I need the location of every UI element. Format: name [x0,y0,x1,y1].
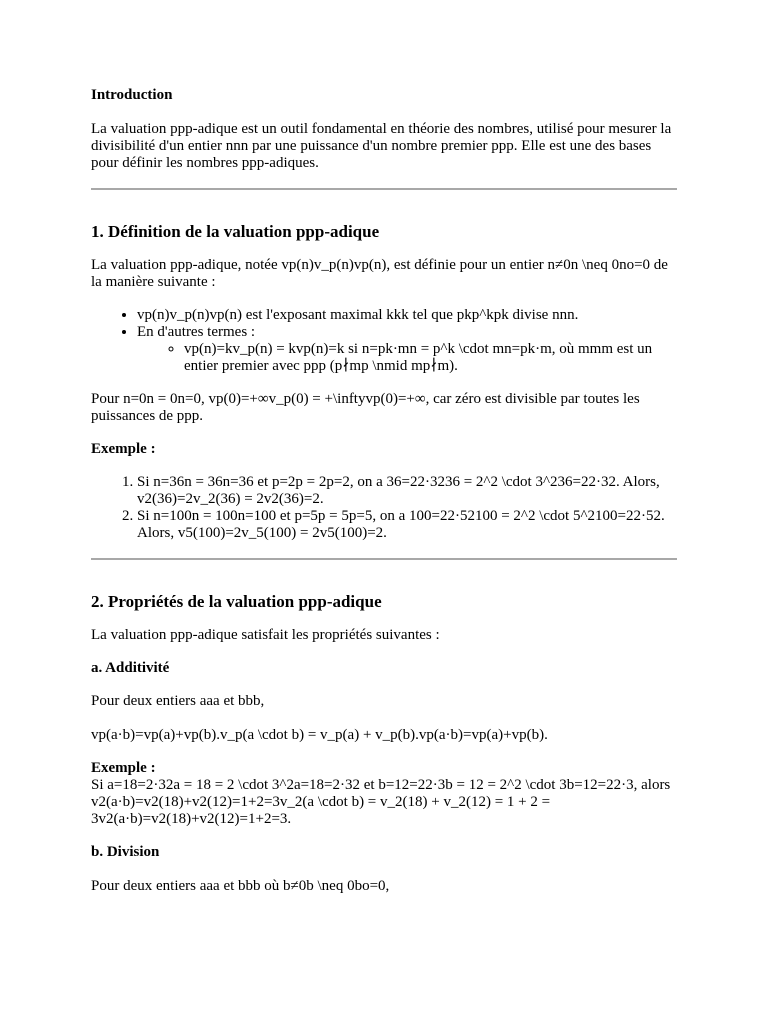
section2-intro: La valuation ppp-adique satisfait les propriétés suivantes : [91,627,440,643]
intro-heading: Introduction [91,87,173,103]
divider [91,558,677,560]
sub-list-item: ◦ vp(n)=kv_p(n) = kvp(n)=k si n=pk·mn = p^k \cdot mn=pk·m, où mmm est un entier premier avec ppp (p∤mp \nmid mp∤m). [184,341,681,375]
sub-list [137,341,681,375]
additivity-heading: a. Additivité [91,660,170,676]
division-heading: b. Division [91,844,160,860]
list-item: • vp(n)v_p(n)vp(n) est l'exposant maximal kkk tel que pkp^kpk divise nnn. [137,307,681,324]
additivity-formula: vp(a·b)=vp(a)+vp(b).v_p(a \cdot b) = v_p(a) + v_p(b).vp(a·b)=vp(a)+vp(b). [91,727,548,743]
example-label: Exemple : [91,760,156,776]
section1-heading: 1. Définition de la valuation ppp-adique [91,222,380,241]
intro-paragraph: La valuation ppp-adique est un outil fondamental en théorie des nombres, utilisé pour mesurer la divisibilité d'un entier nnn par une puissance d'un nombre premier ppp. Elle est une des bases pour définir les nombres ppp-adiques. [91,121,672,171]
definition-list [91,307,681,375]
list-item: 1. Si n=36n = 36n=36 et p=2p = 2p=2, on a 36=22·3236 = 2^2 \cdot 3^236=22·32. Alors, v2(36)=2v_2(36) = 2v2(36)=2. [137,474,681,508]
additivity-text: Pour deux entiers aaa et bbb, [91,693,265,709]
document-page [91,87,681,895]
examples-list [91,474,681,542]
example-label: Exemple : [91,441,156,457]
section2-heading: 2. Propriétés de la valuation ppp-adique [91,592,382,611]
section1-intro: La valuation ppp-adique, notée vp(n)v_p(n)vp(n), est définie pour un entier n≠0n \neq 0no=0 de la manière suivante : [91,257,668,290]
list-item: 2. Si n=100n = 100n=100 et p=5p = 5p=5, on a 100=22·52100 = 2^2 \cdot 5^2100=22·52. Alors, v5(100)=2v_5(100) = 2v5(100)=2. [137,508,681,542]
divider [91,188,677,190]
example-text: Si a=18=2·32a = 18 = 2 \cdot 3^2a=18=2·32 et b=12=22·3b = 12 = 2^2 \cdot 3b=12=22·3, alors v2(a·b)=v2(18)+v2(12)=1+2=3v_2(a \cdot b) = v_2(18) + v_2(12) = 1 + 2 = 3v2(a·b)=v2(18)+v2(12)=1+2=3. [91,777,671,827]
zero-case-paragraph: Pour n=0n = 0n=0, vp(0)=+∞v_p(0) = +\inftyvp(0)=+∞, car zéro est divisible par toutes les puissances de ppp. [91,391,640,424]
division-text: Pour deux entiers aaa et bbb où b≠0b \neq 0bo=0, [91,878,390,894]
list-item-text: En d'autres termes : [137,324,256,340]
example-block [91,760,681,828]
list-item [137,324,681,375]
